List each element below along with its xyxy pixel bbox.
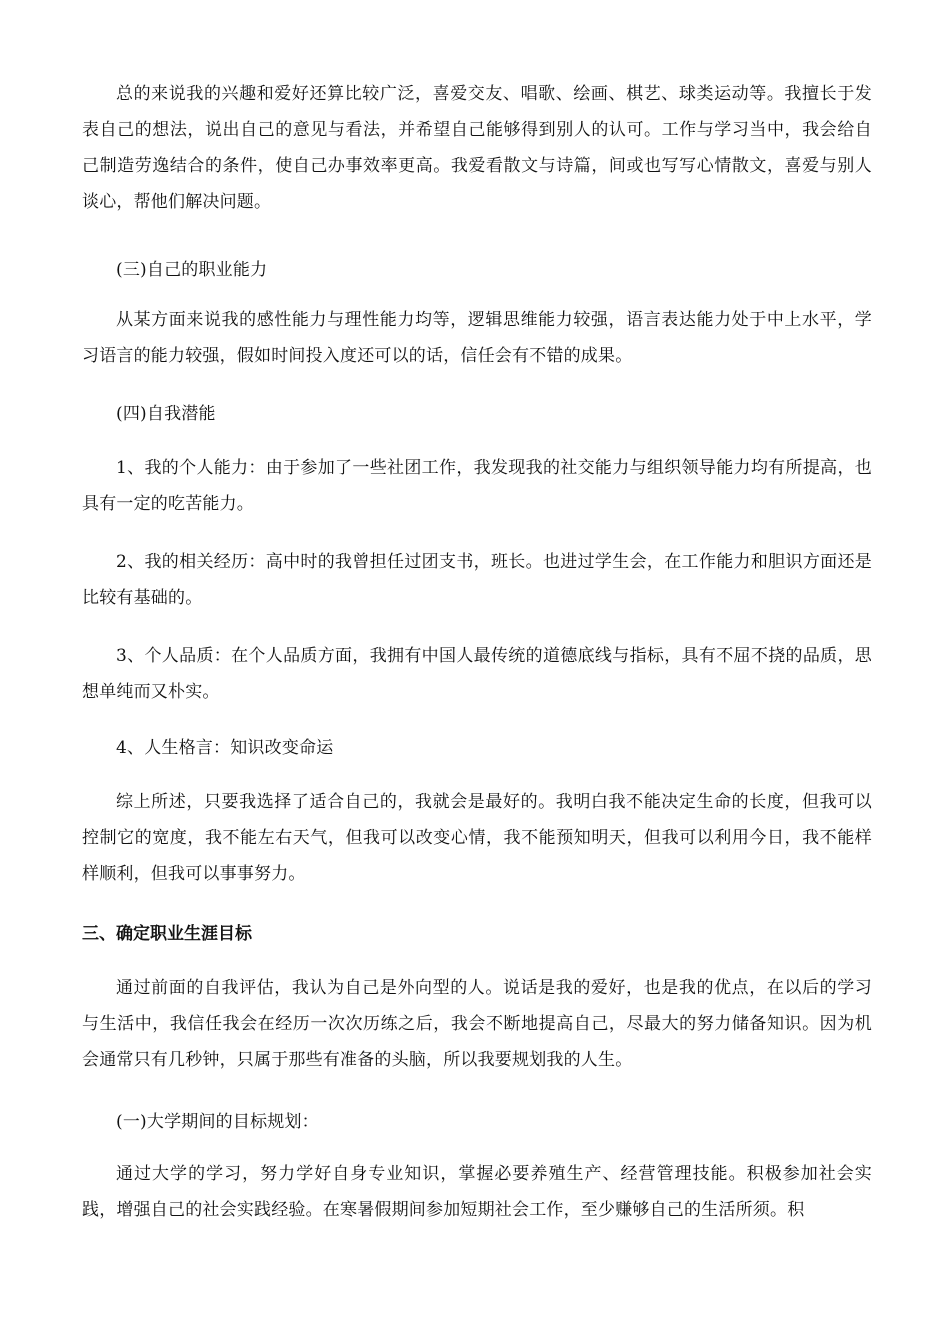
subheading-university-goals: (一)大学期间的目标规划： [116, 1112, 319, 1132]
subheading-career-ability: (三)自己的职业能力 [116, 260, 268, 280]
section-heading-career-goals: 三、确定职业生涯目标 [82, 924, 252, 944]
paragraph-personal-ability: 1、我的个人能力：由于参加了一些社团工作，我发现我的社交能力与组织领导能力均有所提高，也具有一定的吃苦能力。 [82, 458, 872, 514]
paragraph-summary: 综上所述，只要我选择了适合自己的，我就会是最好的。我明白我不能决定生命的长度，但我可以控制它的宽度，我不能左右天气，但我可以改变心情，我不能预知明天，但我可以利用今日，我不能样样顺利，但我可以事事努力。 [82, 792, 872, 884]
paragraph-personal-quality: 3、个人品质：在个人品质方面，我拥有中国人最传统的道德底线与指标，具有不屈不挠的品质，思想单纯而又朴实。 [82, 646, 872, 702]
paragraph-related-experience: 2、我的相关经历：高中时的我曾担任过团支书，班长。也进过学生会，在工作能力和胆识方面还是比较有基础的。 [82, 552, 872, 608]
paragraph-interests: 总的来说我的兴趣和爱好还算比较广泛，喜爱交友、唱歌、绘画、棋艺、球类运动等。我擅长于发表自己的想法，说出自己的意见与看法，并希望自己能够得到别人的认可。工作与学习当中，我会给自己制造劳逸结合的条件，使自己办事效率更高。我爱看散文与诗篇，间或也写写心情散文，喜爱与别人谈心，帮他们解决问题。 [82, 84, 872, 212]
paragraph-life-motto: 4、人生格言：知识改变命运 [116, 738, 334, 758]
paragraph-career-ability: 从某方面来说我的感性能力与理性能力均等，逻辑思维能力较强，语言表达能力处于中上水平，学习语言的能力较强，假如时间投入度还可以的话，信任会有不错的成果。 [82, 310, 872, 366]
paragraph-university-goals: 通过大学的学习，努力学好自身专业知识，掌握必要养殖生产、经营管理技能。积极参加社会实践，增强自己的社会实践经验。在寒暑假期间参加短期社会工作，至少赚够自己的生活所须。积 [82, 1164, 872, 1220]
subheading-self-potential: (四)自我潜能 [116, 404, 216, 424]
paragraph-self-assessment: 通过前面的自我评估，我认为自己是外向型的人。说话是我的爱好，也是我的优点，在以后的学习与生活中，我信任我会在经历一次次历练之后，我会不断地提高自己，尽最大的努力储备知识。因为机会通常只有几秒钟，只属于那些有准备的头脑，所以我要规划我的人生。 [82, 978, 872, 1070]
